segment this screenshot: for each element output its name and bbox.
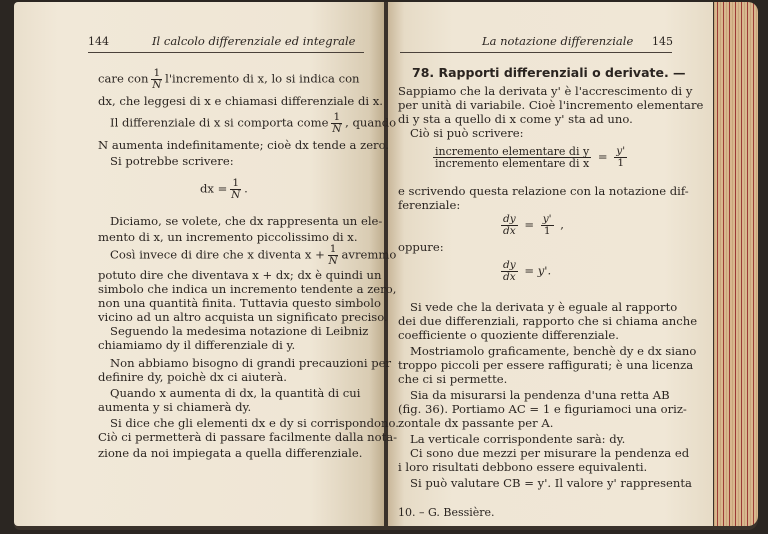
formula-2-den: dx bbox=[503, 225, 516, 237]
left-line-20: Si dice che gli elementi dx e dy si corrispondono. bbox=[110, 416, 399, 430]
right-bottom-line-13: Si può valutare CB = y'. Il valore y' rappresenta bbox=[410, 476, 692, 490]
left-line-5: Si potrebbe scrivere: bbox=[110, 154, 234, 168]
left-line-18: Quando x aumenta di dx, la quantità di cui bbox=[110, 386, 361, 400]
left-line-3-fraction bbox=[331, 112, 342, 135]
left-line-1-post: l'incremento di x, lo si indica con bbox=[165, 71, 360, 86]
fraction-denominator: N bbox=[328, 255, 338, 267]
oppure-label: oppure: bbox=[398, 240, 444, 254]
left-page-number: 144 bbox=[88, 35, 109, 48]
left-running-head: Il calcolo differenziale ed integrale bbox=[152, 34, 356, 48]
left-line-9-fraction bbox=[328, 244, 339, 267]
formula-3-num: dy bbox=[503, 259, 516, 271]
formula-2-num: dy bbox=[503, 213, 516, 225]
left-line-21: Ciò ci permetterà di passare facilmente dalla nota- bbox=[98, 430, 398, 444]
formula-3-post: = y'. bbox=[524, 263, 552, 278]
formula-2-post: , bbox=[560, 217, 564, 232]
left-line-8: mento di x, un incremento piccolissimo di x. bbox=[98, 230, 358, 244]
left-line-9-pre: Così invece di dire che x diventa x + bbox=[110, 247, 325, 262]
right-page-number: 145 bbox=[652, 35, 673, 48]
formula-3 bbox=[498, 260, 551, 283]
formula-2-eq: = bbox=[524, 217, 535, 232]
left-line-13: vicino ad un altro acquista un significato preciso. bbox=[98, 310, 388, 324]
fraction-denominator: N bbox=[231, 189, 241, 201]
right-bottom-line-2: dei due differenziali, rapporto che si chiama anche bbox=[398, 314, 698, 328]
formula-1-num: incremento elementare di y bbox=[435, 145, 590, 158]
left-line-9 bbox=[110, 244, 396, 267]
left-line-1-fraction bbox=[151, 68, 162, 91]
fraction-numerator: 1 bbox=[232, 177, 240, 189]
left-line-11: simbolo che indica un incremento tendente a zero, bbox=[98, 282, 397, 296]
left-line-19: aumenta y si chiamerà dy. bbox=[98, 400, 252, 414]
formula-1 bbox=[430, 146, 670, 169]
left-line-14: Seguendo la medesima notazione di Leibniz bbox=[110, 324, 369, 338]
left-line-3-post: , quando bbox=[345, 115, 397, 130]
fraction-numerator: 1 bbox=[333, 111, 341, 123]
section-title: 78. Rapporti differenziali o derivate. — bbox=[412, 65, 686, 80]
fraction-denominator: N bbox=[332, 123, 342, 135]
formula-2-rnum: y' bbox=[542, 213, 552, 225]
left-line-1-pre: care con bbox=[98, 71, 149, 86]
left-line-10: potuto dire che diventava x + dx; dx è quindi un bbox=[98, 268, 382, 282]
fraction-numerator: 1 bbox=[153, 67, 161, 79]
left-line-6-fraction bbox=[230, 178, 241, 201]
right-bottom-line-3: coefficiente o quoziente differenziale. bbox=[398, 328, 619, 342]
formula-2 bbox=[498, 214, 564, 237]
left-line-6-pre: dx = bbox=[200, 181, 228, 196]
right-bottom-line-6: che ci si permette. bbox=[398, 372, 508, 386]
left-line-17: definire dy, poichè dx ci aiuterà. bbox=[98, 370, 287, 384]
right-bottom-line-11: Ci sono due mezzi per misurare la pendenza ed bbox=[410, 446, 690, 460]
left-line-1 bbox=[98, 68, 360, 91]
left-line-6-post: . bbox=[244, 181, 248, 196]
left-line-3 bbox=[110, 112, 396, 135]
right-top-line-4: Ciò si può scrivere: bbox=[410, 126, 524, 140]
formula-3-den: dx bbox=[503, 271, 516, 283]
fraction-numerator: 1 bbox=[329, 243, 337, 255]
left-line-12: non una quantità finita. Tuttavia questo simbolo bbox=[98, 296, 381, 310]
right-bottom-line-1: Si vede che la derivata y è eguale al rapporto bbox=[410, 300, 678, 314]
right-bottom-line-4: Mostriamolo graficamente, benchè dy e dx siano bbox=[410, 344, 697, 358]
right-mid-line-1: e scrivendo questa relazione con la notazione dif- bbox=[398, 184, 689, 198]
right-bottom-line-5: troppo piccoli per essere raffigurati; è una licenza bbox=[398, 358, 694, 372]
left-line-3-pre: Il differenziale di x si comporta come bbox=[110, 115, 329, 130]
right-mid-line-2: ferenziale: bbox=[398, 198, 461, 212]
page-edges bbox=[714, 2, 758, 526]
right-bottom-line-7: Sia da misurarsi la pendenza d'una retta AB bbox=[410, 388, 670, 402]
formula-1-den: incremento elementare di x bbox=[435, 157, 590, 170]
right-running-head: La notazione differenziale bbox=[482, 34, 634, 48]
right-top-line-1: Sappiamo che la derivata y' è l'accrescimento di y bbox=[398, 84, 693, 98]
left-line-16: Non abbiamo bisogno di grandi precauzioni per bbox=[110, 356, 392, 370]
left-line-15: chiamiamo dy il differenziale di y. bbox=[98, 338, 296, 352]
formula-1-rden: 1 bbox=[617, 157, 625, 169]
left-line-7: Diciamo, se volete, che dx rappresenta un ele- bbox=[110, 214, 383, 228]
right-bottom-line-12: i loro risultati debbono essere equivalenti. bbox=[398, 460, 648, 474]
right-top-line-2: per unità di variabile. Cioè l'incremento elementare bbox=[398, 98, 704, 112]
left-line-4: N aumenta indefinitamente; cioè dx tende a zero. bbox=[98, 138, 390, 152]
page-footer: 10. – G. Bessière. bbox=[398, 506, 495, 519]
formula-1-rnum: y' bbox=[616, 145, 626, 157]
right-bottom-line-9: zontale dx passante per A. bbox=[398, 416, 554, 430]
right-header-rule bbox=[400, 52, 672, 53]
formula-2-rden: 1 bbox=[543, 225, 551, 237]
left-header-rule bbox=[88, 52, 364, 53]
formula-1-eq: = bbox=[597, 149, 608, 164]
left-line-2: dx, che leggesi di x e chiamasi differenziale di x. bbox=[98, 94, 383, 108]
left-line-22: zione da noi impiegata a quella differenziale. bbox=[98, 446, 363, 460]
left-line-9-post: avremmo bbox=[341, 247, 397, 262]
right-top-line-3: di y sta a quello di x come y' sta ad uno. bbox=[398, 112, 633, 126]
right-bottom-line-8: (fig. 36). Portiamo AC = 1 e figuriamoci una oriz- bbox=[398, 402, 687, 416]
right-bottom-line-10: La verticale corrispondente sarà: dy. bbox=[410, 432, 626, 446]
fraction-denominator: N bbox=[152, 79, 162, 91]
left-line-6 bbox=[200, 178, 248, 201]
